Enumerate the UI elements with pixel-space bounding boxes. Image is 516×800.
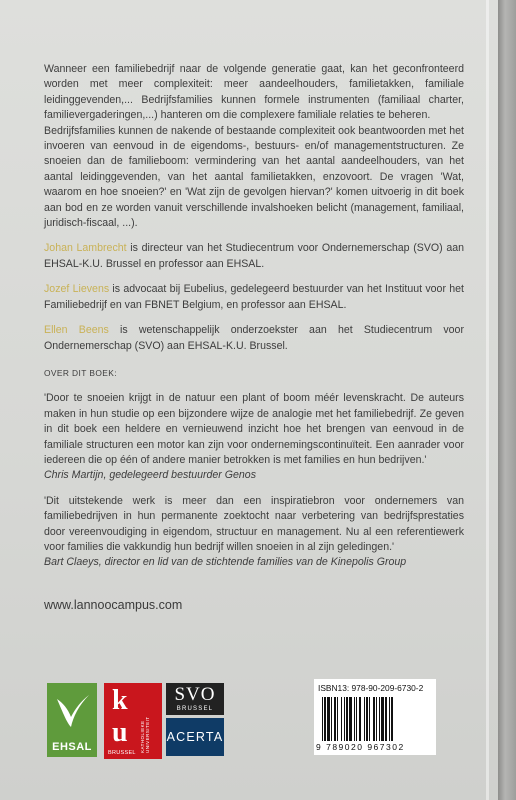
intro-paragraph-2: Bedrijfsfamilies kunnen de nakende of bestaande complexiteit ook beantwoorden met het invoeren van eenvoud in de eigendoms-, bestuurs- en/of managementstructuren. Ze snoeien dan de familieboom: vermindering van het aantal aandeelhouders, van het aantal leidinggevenden, van het aantal familietakken, enzovoort. De vragen 'Wat, waarom en hoe snoeien?' en 'Wat zijn de gevolgen hiervan?' komen uitvoerig in dit boek aan bod en ze worden vanuit verschillende invalshoeken belicht (management, familiaal, juridisch-fiscaal, ...).	[44, 124, 464, 230]
ehsal-logo-text: EHSAL	[52, 741, 92, 753]
barcode-bar	[337, 697, 338, 741]
barcode-bar	[366, 697, 368, 741]
quote-attribution: Chris Martijn, gedelegeerd bestuurder Genos	[44, 469, 256, 482]
ku-brussel-logo	[104, 683, 162, 759]
barcode-bar	[369, 697, 370, 741]
author-name: Ellen Beens	[44, 324, 109, 337]
barcode-bar	[373, 697, 375, 741]
author-name: Jozef Lievens	[44, 283, 110, 296]
barcode-bar	[331, 697, 332, 741]
publisher-url[interactable]: www.lannoocampus.com	[44, 598, 183, 612]
author-bio: Johan Lambrecht is directeur van het Studiecentrum voor Ondernemerschap (SVO) aan EHSAL-K.U. Brussel en professor aan EHSAL.	[44, 242, 465, 270]
isbn-barcode-panel	[314, 679, 436, 755]
svo-logo-subtext: BRUSSEL	[176, 706, 214, 712]
back-cover-text	[44, 62, 464, 571]
barcode-bar	[364, 697, 365, 741]
barcode-bar	[385, 697, 387, 741]
barcode-bar	[381, 697, 384, 741]
acerta-logo-text: ACERTA	[166, 730, 224, 744]
intro-paragraph-1: Wanneer een familiebedrijf naar de volgende generatie gaat, kan het geconfronteerd worden met meer complexiteit: meer aandeelhouders, familietakken, familiale leidinggevenden,... Bedrijfsfamilies kunnen formele instrumenten (familiaal charter, familievergaderingen,...) hanteren om die complexere familiale relaties te beheren.	[44, 63, 464, 122]
barcode-bar	[389, 697, 390, 741]
barcode-bar	[349, 697, 352, 741]
barcode-bar	[379, 697, 380, 741]
page-edge	[498, 0, 516, 800]
barcode-bar	[359, 697, 361, 741]
barcode-digits: 9 789020 967302	[316, 742, 405, 752]
author-name: Johan Lambrecht	[44, 242, 127, 255]
ehsal-logo	[47, 683, 97, 757]
quote-text: 'Dit uitstekende werk is meer dan een inspiratiebron voor ondernemers van familiebedrijven in hun permanente zoektocht naar verbetering van bedrijfsprestaties door vereenvoudiging in eigendom, structuur en management. Nu al een referentiewerk voor families die vakkundig hun bedrijf willen snoeien in al zijn geledingen.'	[44, 494, 464, 553]
ku-logo-vertical-text: KATHOLIEKE UNIVERSITEIT	[140, 716, 150, 753]
quote-attribution: Bart Claeys, director en lid van de stichtende families van de Kinepolis Group	[44, 556, 407, 569]
author-bio: Ellen Beens is wetenschappelijk onderzoekster aan het Studiecentrum voor Ondernemerschap (SVO) aan EHSAL-K.U. Brussel.	[44, 324, 464, 352]
barcode-bar	[354, 697, 355, 741]
ehsal-swoosh-icon	[53, 691, 91, 731]
barcode-bar	[356, 697, 357, 741]
barcode-icon	[320, 697, 430, 741]
ku-logo-brussel: BRUSSEL	[108, 750, 136, 756]
barcode-bar	[341, 697, 342, 741]
barcode-bar	[327, 697, 330, 741]
over-dit-boek-label: OVER DIT BOEK:	[44, 367, 117, 378]
barcode-bar	[346, 697, 348, 741]
isbn-label: ISBN13: 978-90-209-6730-2	[318, 683, 424, 693]
svo-logo	[166, 683, 224, 715]
cover-hinge	[486, 0, 489, 800]
acerta-logo	[166, 718, 224, 756]
author-bio: Jozef Lievens is advocaat bij Eubelius, gedelegeerd bestuurder van het Instituut voor het Familiebedrijf en van FBNET Belgium, en professor aan EHSAL.	[44, 283, 465, 311]
barcode-bar	[344, 697, 345, 741]
barcode-bar	[376, 697, 377, 741]
barcode-bar	[322, 697, 323, 741]
barcode-bar	[391, 697, 393, 741]
ku-logo-k: k	[112, 685, 128, 716]
ku-logo-u: u	[112, 717, 128, 748]
barcode-bar	[334, 697, 336, 741]
quote-text: 'Door te snoeien krijgt in de natuur een plant of boom méér levenskracht. De auteurs maken in hun studie op een bijzondere wijze de analogie met het familiebedrijf. Ze geven in dit boek een heldere en vernieuwend inzicht hoe het brengen van eenvoud in de familiale structuren een motor kan zijn voor ondernemingscontinuïteit. Een aanrader voor iedereen die op één of andere manier betrokken is met families en hun bedrijven.'	[44, 392, 464, 466]
svo-logo-text: SVO	[174, 684, 216, 705]
barcode-bar	[324, 697, 326, 741]
